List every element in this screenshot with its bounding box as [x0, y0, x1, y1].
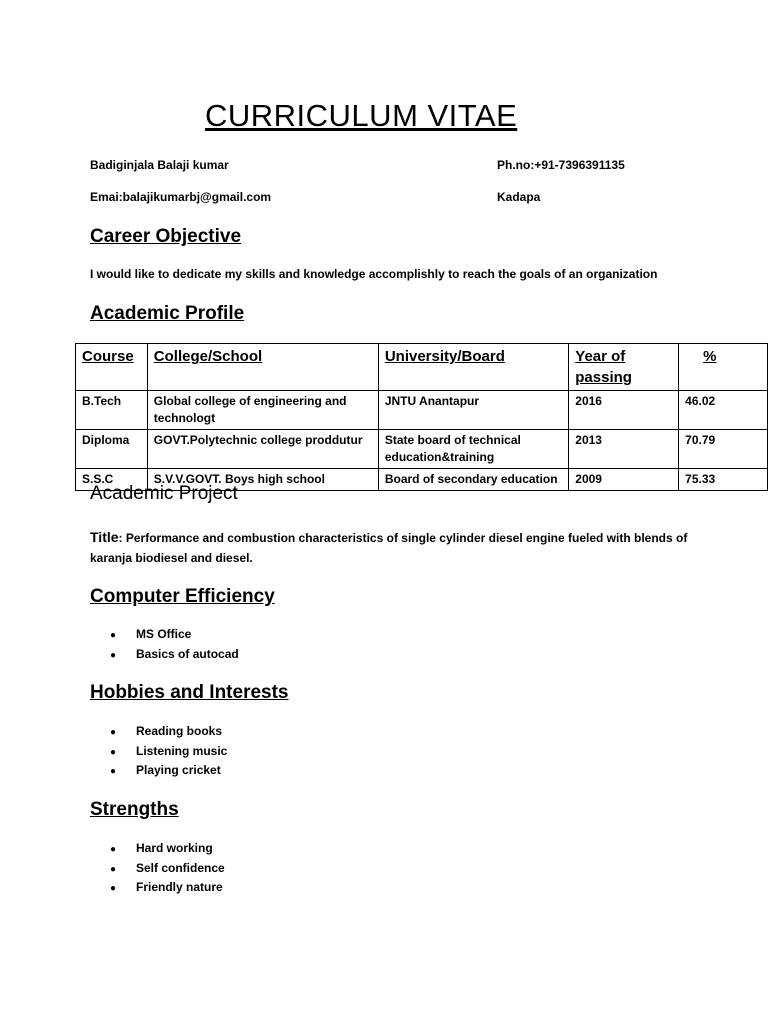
column-header-college: College/School	[147, 344, 378, 391]
candidate-name: Badiginjala Balaji kumar	[90, 158, 229, 172]
list-item	[110, 839, 225, 859]
table-cell-course: B.Tech	[76, 391, 148, 430]
career-objective-text: I would like to dedicate my skills and knowledge accomplishly to reach the goals of an organization	[90, 267, 658, 281]
list-item	[110, 859, 225, 879]
academic-project-heading: Academic Project	[90, 483, 238, 504]
bullet-icon: ●	[110, 746, 117, 758]
table-row	[76, 430, 768, 469]
list-item-text: Reading books	[136, 724, 223, 738]
list-item	[110, 625, 239, 645]
list-item-text: Playing cricket	[136, 763, 221, 777]
list-item-text: Basics of autocad	[136, 646, 239, 661]
academic-profile-heading: Academic Profile	[90, 303, 245, 324]
hobbies-list	[110, 722, 227, 781]
list-item	[110, 742, 227, 762]
bullet-icon: ●	[110, 727, 117, 738]
table-cell-year: 2009	[569, 469, 679, 491]
bullet-icon: ●	[110, 630, 117, 641]
list-item-text: Hard working	[136, 841, 213, 855]
list-item-text: MS Office	[136, 627, 192, 641]
phone-number: Ph.no:+91-7396391135	[497, 158, 625, 172]
computer-efficiency-heading: Computer Efficiency	[90, 586, 275, 607]
list-item	[110, 645, 239, 665]
table-cell-course: Diploma	[76, 430, 148, 469]
strengths-list	[110, 839, 225, 898]
table-cell-percent: 46.02	[679, 391, 768, 430]
list-item-text: Friendly nature	[136, 880, 223, 894]
table-cell-course: S.S.C	[76, 469, 148, 491]
table-cell-university: State board of technical education&training	[378, 430, 568, 469]
table-cell-college: S.V.V.GOVT. Boys high school	[147, 469, 378, 491]
list-item	[110, 722, 227, 742]
list-item-text: Self confidence	[136, 860, 225, 875]
table-cell-university: JNTU Anantapur	[378, 391, 568, 430]
bullet-icon: ●	[110, 883, 117, 894]
table-cell-college: Global college of engineering and technologt	[147, 391, 378, 430]
table-header-row	[76, 344, 768, 391]
list-item	[110, 878, 225, 898]
email-address: Emai:balajikumarbj@gmail.com	[90, 190, 272, 204]
table-cell-university: Board of secondary education	[378, 469, 568, 491]
table-row	[76, 391, 768, 430]
table-cell-percent: 75.33	[679, 469, 768, 491]
bullet-icon: ●	[110, 863, 117, 875]
list-item-text: Listening music	[136, 743, 228, 758]
column-header-university: University/Board	[378, 344, 568, 391]
bullet-icon: ●	[110, 844, 117, 855]
page-title: CURRICULUM VITAE	[205, 98, 518, 133]
list-item	[110, 761, 227, 781]
hobbies-heading: Hobbies and Interests	[90, 682, 289, 703]
career-objective-heading: Career Objective	[90, 226, 242, 247]
bullet-icon: ●	[110, 766, 117, 777]
project-title-label: Title	[90, 529, 119, 545]
bullet-icon: ●	[110, 649, 117, 661]
column-header-percent: %	[679, 344, 768, 391]
table-cell-year: 2016	[569, 391, 679, 430]
strengths-heading: Strengths	[90, 799, 179, 820]
location: Kadapa	[497, 190, 541, 204]
computer-efficiency-list	[110, 625, 239, 664]
table-cell-college: GOVT.Polytechnic college proddutur	[147, 430, 378, 469]
table-cell-year: 2013	[569, 430, 679, 469]
academic-profile-table	[75, 343, 768, 491]
project-title	[90, 527, 710, 568]
table-cell-percent: 70.79	[679, 430, 768, 469]
project-title-text: : Performance and combustion characteristics of single cylinder diesel engine fueled with blends of karanja biodiesel and diesel.	[90, 531, 688, 565]
column-header-year: Year of passing	[569, 344, 679, 391]
column-header-course: Course	[76, 344, 148, 391]
